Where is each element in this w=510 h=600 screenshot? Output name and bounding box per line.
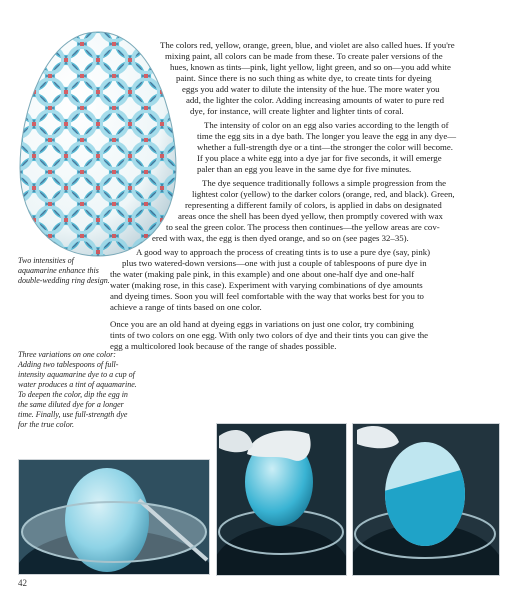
text-line: hues, known as tints—pink, light yellow, light green, and so on—you add white: [170, 62, 451, 72]
text-line: The colors red, yellow, orange, green, blue, and violet are also called hues. If you're: [160, 40, 455, 50]
text-line: mixing paint, all colors can be made from these. To create paler versions of the: [165, 51, 443, 61]
text-line: the water (making pale pink, in this example) and one about one-half dye and one-half: [110, 269, 415, 279]
text-line: egg a multicolored look because of the range of shades possible.: [110, 341, 337, 351]
text-line: paint. Since there is no such thing as white dye, to create tints for dyeing: [176, 73, 432, 83]
egg-caption: Two intensities of aquamarine enhance this double-wedding ring design.: [18, 256, 110, 285]
variations-caption: Three variations on one color: Adding two tablespoons of full-intensity aquamarine dye to a cup of water produces a tint of aquamarine. To deepen the color, dip the egg in the same diluted dye for a longer time. Finally, use full-strength dye for the true color.: [18, 350, 137, 429]
text-line: If you place a white egg into a dye jar for five seconds, it will emerge: [197, 153, 442, 163]
text-line: eggs you add water to dilute the intensity of the hue. The more water you: [182, 84, 440, 94]
egg-in-glass-dye-photo: [18, 459, 210, 575]
text-line: lightest color (yellow) to the darker colors (orange, red, and black). Green,: [192, 189, 455, 199]
article-body: [0, 40, 490, 352]
paragraph-3: [0, 178, 490, 244]
text-line: representing a different family of colors, is applied in dabs on designated: [185, 200, 442, 210]
text-line: achieve a range of tints based on one color.: [110, 302, 262, 312]
text-line: The dye sequence traditionally follows a simple progression from the: [202, 178, 447, 188]
photo-1-svg: [19, 460, 209, 574]
text-line: dye, for instance, will create lighter and lighter tints of coral.: [190, 106, 404, 116]
text-line: areas once the shell has been dyed yellow, then promptly covered with wax: [178, 211, 443, 221]
text-line: and dyeing times. Soon you will feel comfortable with the way that works best for you to: [110, 291, 424, 301]
text-line: time the egg sits in a dye bath. The longer you leave the egg in any dye—: [197, 131, 457, 141]
text-line: add, the lighter the color. Adding increasing amounts of water to pure red: [186, 95, 444, 105]
gloved-hand-egg-photo: [216, 423, 347, 576]
photo-2-svg: [217, 424, 346, 575]
text-line: ered with wax, the egg is then dyed orange, and so on (see pages 32–35).: [152, 233, 409, 243]
text-line: plus two watered-down versions—one with just a couple of tablespoons of pure dye in: [122, 258, 427, 268]
page-number: 42: [18, 578, 27, 588]
text-line: water (making rose, in this case). Experiment with varying combinations of dye amounts: [110, 280, 423, 290]
text-line: A good way to approach the process of creating tints is to use a pure dye (say, pink): [136, 247, 431, 257]
paragraph-1: [0, 40, 490, 117]
text-line: paler than an egg you leave in the same dye for five minutes.: [197, 164, 412, 174]
text-line: The intensity of color on an egg also varies according to the length of: [204, 120, 449, 130]
text-line: to seal the green color. The process then continues—the yellow areas are cov-: [166, 222, 440, 232]
two-tone-egg-photo: [352, 423, 500, 576]
text-line: tints of two colors on one egg. With only two colors of dye and their tints you can give the: [110, 330, 429, 340]
text-line: Once you are an old hand at dyeing eggs in variations on just one color, try combining: [110, 319, 414, 329]
paragraph-4: [0, 247, 490, 313]
text-line: whether a full-strength dye or a tint—the stronger the color will become.: [197, 142, 454, 152]
paragraph-5: [0, 319, 490, 352]
paragraph-2: [0, 120, 490, 175]
photo-3-svg: [353, 424, 499, 575]
